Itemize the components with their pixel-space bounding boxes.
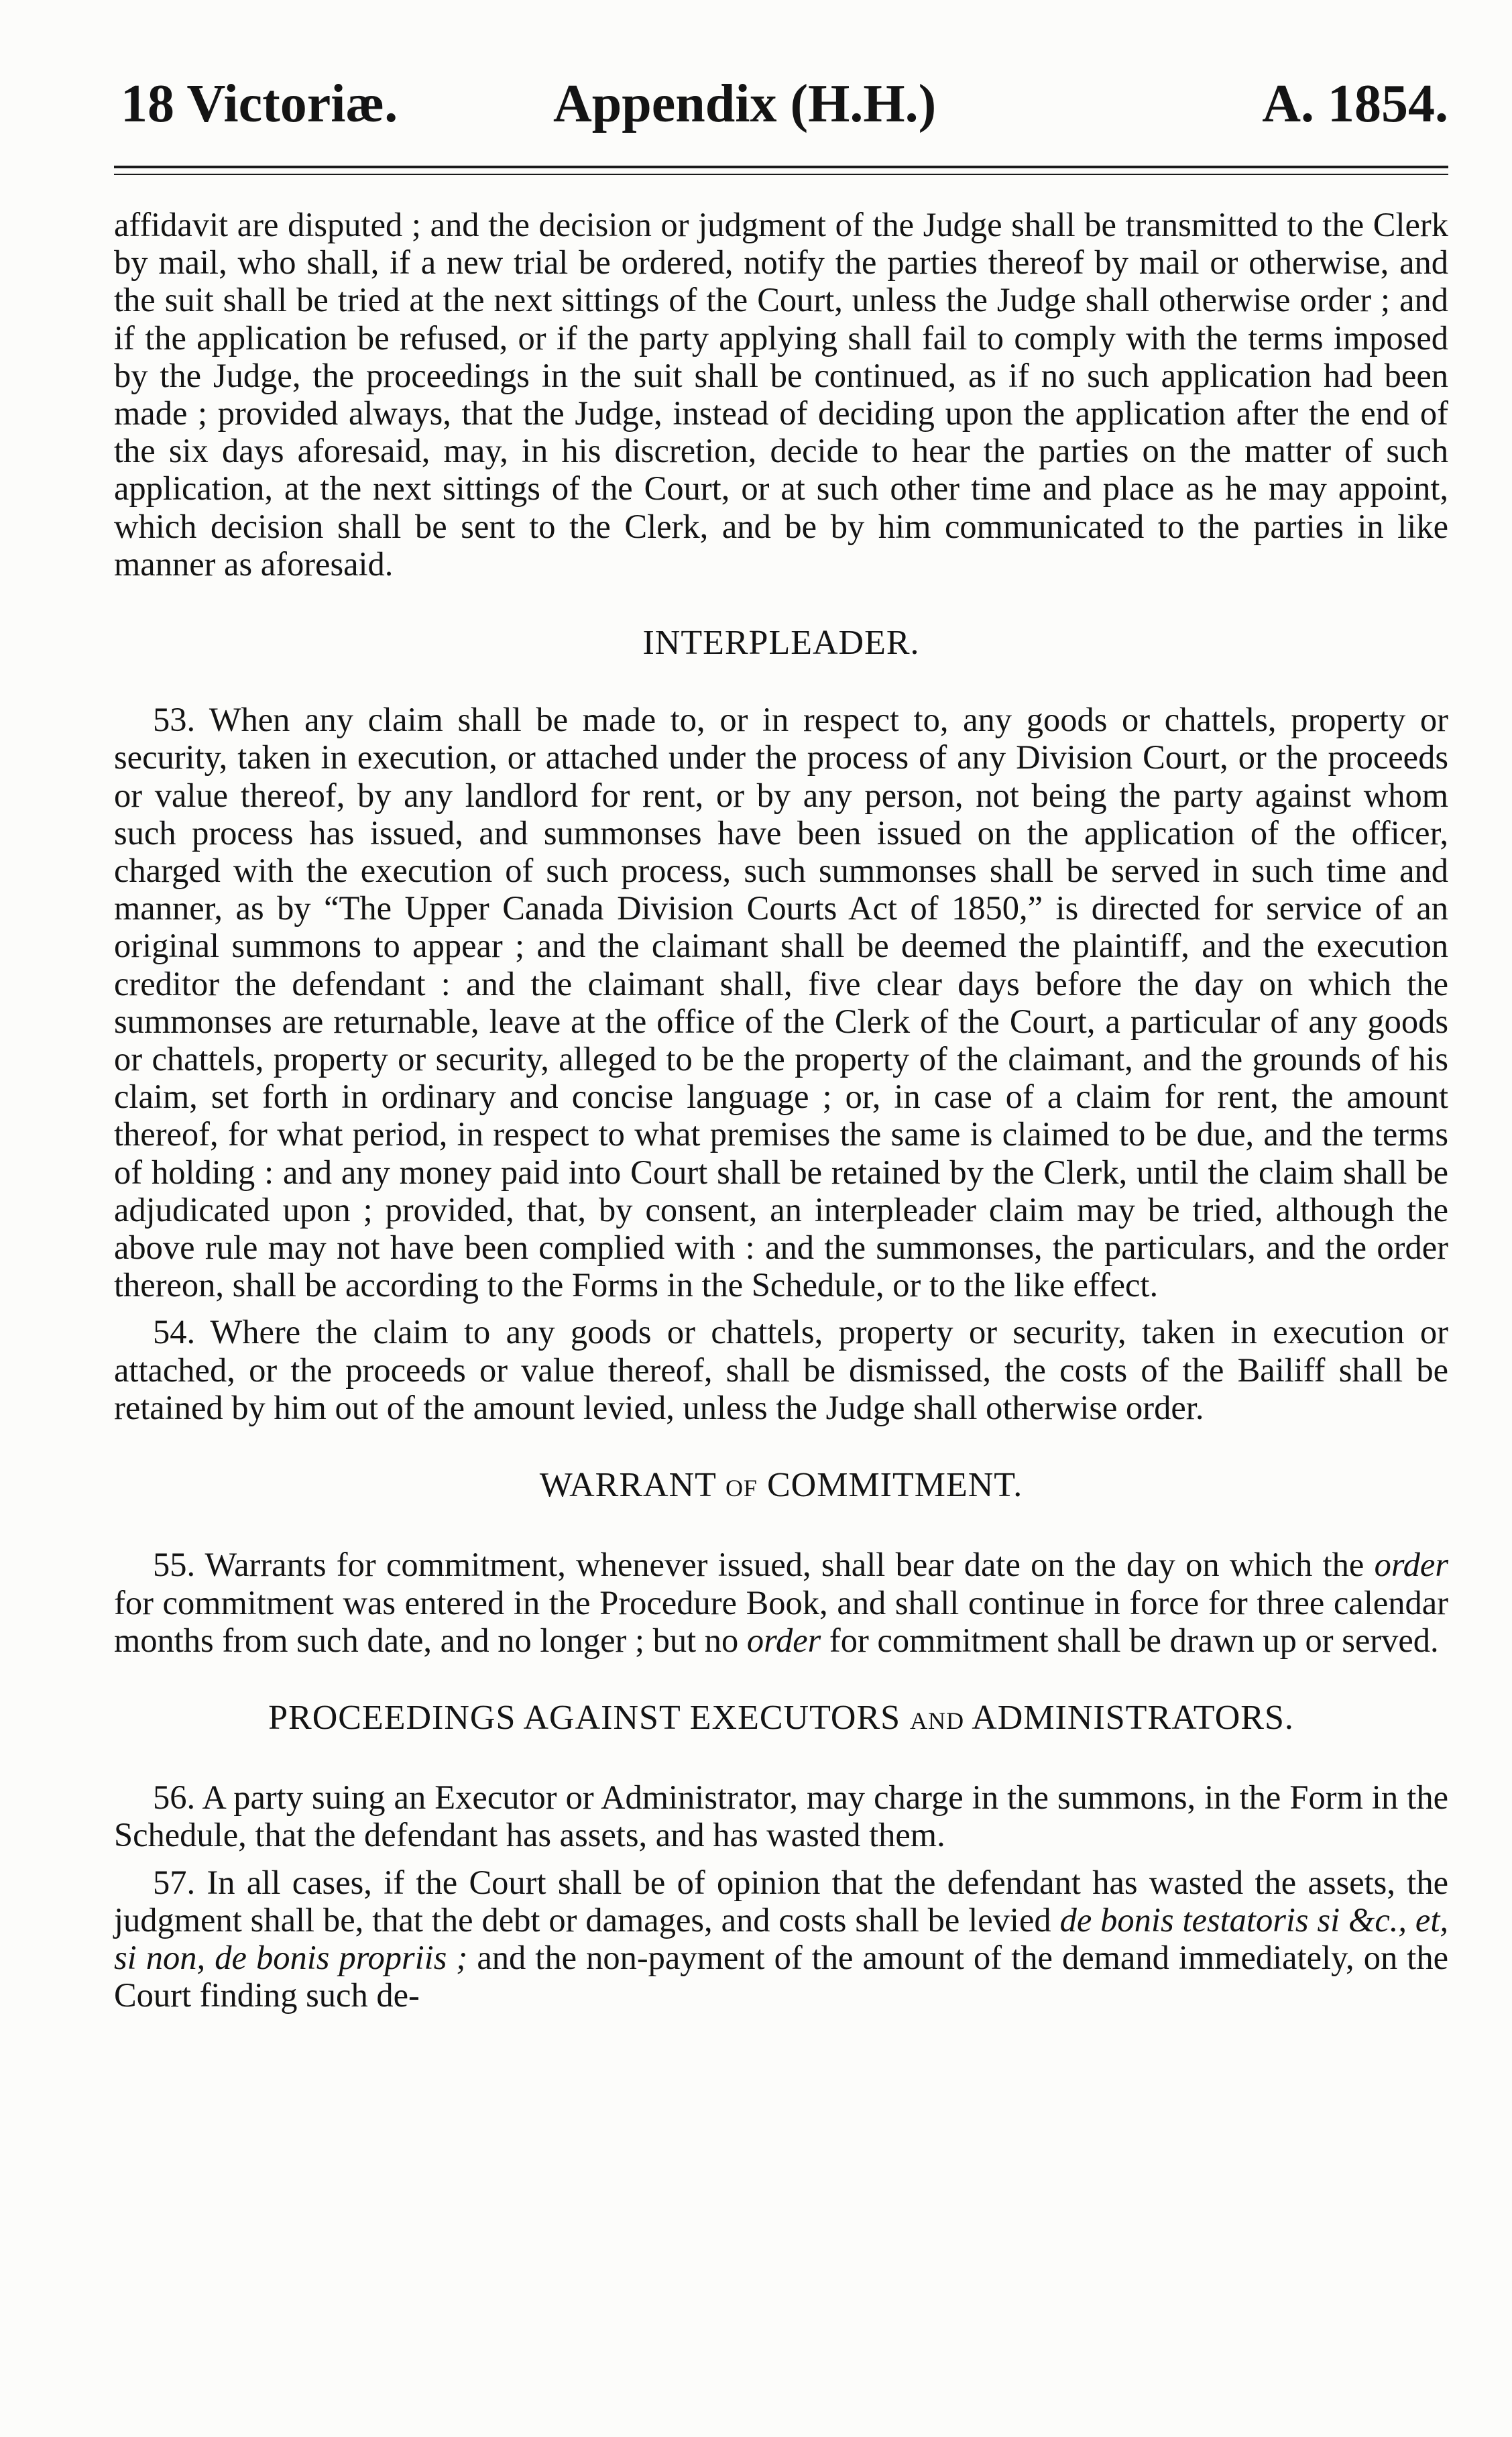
header-double-rule — [114, 166, 1448, 175]
paragraph-55 — [114, 1546, 1448, 1659]
paragraph-57-part-b: and the non-payment of the amount of the demand immediately, on the Court finding such de- — [114, 1938, 1449, 2015]
heading-proceedings-part2: ADMINISTRATORS. — [972, 1698, 1294, 1737]
paragraph-55-part-c: for commitment shall be drawn up or served. — [829, 1621, 1439, 1659]
heading-proceedings-executors — [114, 1699, 1448, 1740]
heading-proceedings-part1: PROCEEDINGS AGAINST EXECUTORS — [268, 1698, 901, 1737]
paragraph-55-part-b: for commitment was entered in the Procedure Book, and shall continue in force for three calendar months from such date, and no longer ; but no — [114, 1583, 1448, 1659]
heading-warrant-of-commitment — [114, 1467, 1448, 1507]
paragraph-53: 53. When any claim shall be made to, or in respect to, any goods or chattels, property or security, taken in execution, or attached under the process of any Division Court, or the proceeds or value thereof, by any landlord for rent, or by any person, not being the party against whom such process has issued, and summonses have been issued on the application of the officer, charged with the execution of such process, such summonses shall be served in such time and manner, as by “The Upper Canada Division Courts Act of 1850,” is directed for service of an original summons to appear ; and the claimant shall be deemed the plaintiff, and the execution creditor the defendant : and the claimant shall, five clear days before the day on which the summonses are returnable, leave at the office of the Clerk of the Court, a particular of any goods or chattels, property or security, alleged to be the property of the claimant, and the grounds of his claim, set forth in ordinary and concise language ; or, in case of a claim for rent, the amount thereof, for what period, in respect to what premises the same is claimed to be due, and the terms of holding : and any money paid into Court shall be retained by the Clerk, until the claim shall be adjudicated upon ; provided, that, by consent, an interpleader claim may be tried, although the above rule may not have been complied with : and the summonses, the particulars, and the order thereon, shall be according to the Forms in the Schedule, or to the like effect. — [114, 701, 1448, 1304]
header-session: 18 Victoriæ. — [121, 74, 398, 133]
paragraph-55-part-a: 55. Warrants for commitment, whenever issued, shall bear date on the day on which the — [153, 1546, 1364, 1584]
page-header — [114, 64, 1448, 144]
heading-warrant-part2: COMMITMENT. — [766, 1466, 1023, 1505]
header-appendix: Appendix (H.H.) — [553, 74, 937, 133]
document-page — [114, 64, 1448, 2411]
paragraph-55-order-2: order — [746, 1621, 821, 1659]
paragraph-54: 54. Where the claim to any goods or chattels, property or security, taken in execution or attached, or the proceeds or value thereof, shall be dismissed, the costs of the Bailiff shall be retained by him out of the amount levied, unless the Judge shall otherwise order. — [114, 1313, 1448, 1426]
heading-warrant-part1: WARRANT — [539, 1466, 716, 1505]
heading-proceedings-and: AND — [910, 1707, 965, 1734]
heading-interpleader: INTERPLEADER. — [642, 624, 920, 663]
header-year: A. 1854. — [1262, 74, 1448, 133]
paragraph-57-latin-phrase: de bonis testatoris si &c., et, si non, de bonis propriis ; — [114, 1901, 1449, 1976]
heading-warrant-of: OF — [725, 1475, 758, 1502]
paragraph-57-part-a: 57. In all cases, if the Court shall be of opinion that the defendant has wasted the assets, the judgment shall be, that the debt or damages, and costs shall be levied — [114, 1863, 1448, 1939]
continuation-paragraph: affidavit are disputed ; and the decision or judgment of the Judge shall be transmitted to the Clerk by mail, who shall, if a new trial be ordered, notify the parties thereof by mail or otherwise, and the suit shall be tried at the next sittings of the Court, unless the Judge shall otherwise order ; and if the application be refused, or if the party applying shall fail to comply with the terms imposed by the Judge, the proceedings in the suit shall be continued, as if no such application had been made ; provided always, that the Judge, instead of deciding upon the application after the end of the six days aforesaid, may, in his discretion, decide to hear the parties on the matter of such application, at the next sittings of the Court, or at such other time and place as he may appoint, which decision shall be sent to the Clerk, and be by him communicated to the parties in like manner as aforesaid. — [114, 206, 1448, 583]
paragraph-55-order-1: order — [1374, 1546, 1448, 1584]
paragraph-56: 56. A party suing an Executor or Administrator, may charge in the summons, in the Form in the Schedule, that the defendant has assets, and has wasted them. — [114, 1778, 1448, 1854]
document-body — [114, 206, 1448, 2014]
paragraph-57 — [114, 1864, 1448, 2015]
